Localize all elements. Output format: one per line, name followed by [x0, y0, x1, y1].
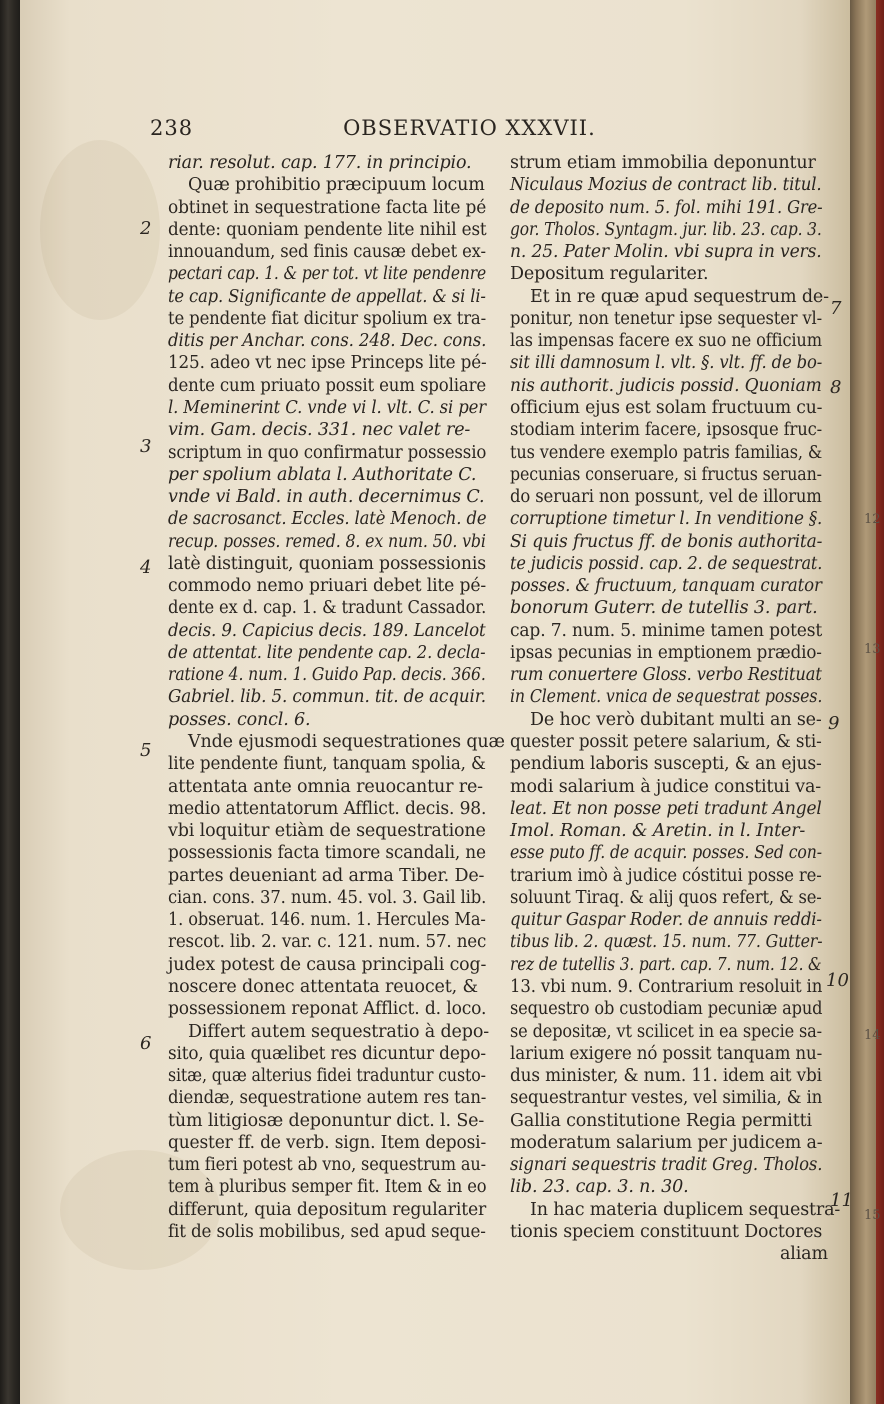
margin-number-next-page: 15: [864, 1208, 881, 1223]
right-text-line: officium ejus est solam fructuum cu-: [510, 397, 823, 418]
margin-number: 11: [830, 1190, 853, 1211]
left-text-line: tùm litigiosæ deponuntur dict. l. Se-: [168, 1110, 485, 1131]
margin-number: 10: [826, 970, 849, 991]
margin-number: 2: [140, 218, 152, 239]
left-text-line: posses. concl. 6.: [168, 709, 311, 730]
right-text-line: gor. Tholos. Syntagm. jur. lib. 23. cap. 3.: [510, 219, 822, 240]
left-text-line: Vnde ejusmodi sequestrationes quæ: [188, 732, 505, 753]
right-text-line: Gallia constitutione Regia permitti: [510, 1110, 812, 1131]
left-text-line: partes deueniant ad arma Tiber. De-: [168, 865, 485, 886]
running-title: OBSERVATIO XXXVII.: [343, 116, 596, 140]
left-text-line: judex potest de causa principali cog-: [168, 954, 487, 975]
left-text-line: decis. 9. Capicius decis. 189. Lancelot: [168, 620, 486, 641]
left-text-line: 1. obseruat. 146. num. 1. Hercules Ma-: [168, 910, 486, 931]
left-text-line: 125. adeo vt nec ipse Princeps lite pé-: [168, 353, 487, 374]
right-text-line: bonorum Guterr. de tutellis 3. part.: [510, 598, 818, 619]
right-text-line: Et in re quæ apud sequestrum de-: [530, 286, 829, 307]
left-text-line: dente ex d. cap. 1. & tradunt Cassador.: [168, 598, 487, 619]
left-text-line: ditis per Anchar. cons. 248. Dec. cons.: [168, 331, 487, 352]
right-text-line: se depositæ, vt scilicet in ea specie sa-: [510, 1021, 822, 1042]
left-text-line: innouandum, sed finis causæ debet ex-: [168, 242, 486, 263]
left-text-line: l. Meminerint C. vnde vi l. vlt. C. si per: [168, 397, 486, 418]
right-text-line: aliam: [780, 1244, 828, 1265]
right-text-line: Niculaus Mozius de contract lib. titul.: [510, 175, 822, 196]
right-text-line: leat. Et non posse peti tradunt Angel: [510, 798, 822, 819]
right-text-line: De hoc verò dubitant multi an se-: [530, 709, 822, 730]
left-text-line: cian. cons. 37. num. 45. vol. 3. Gail lib.: [168, 887, 487, 908]
left-text-line: te pendente fiat dicitur spolium ex tra-: [168, 308, 487, 329]
right-text-line: esse puto ff. de acquir. posses. Sed con-: [510, 843, 822, 864]
right-text-line: pecunias conseruare, si fructus seruan-: [510, 464, 822, 485]
left-text-line: lite pendente fiunt, tanquam spolia, &: [168, 754, 486, 775]
right-text-line: lib. 23. cap. 3. n. 30.: [510, 1177, 689, 1198]
right-text-line: las impensas facere ex suo ne officium: [510, 331, 822, 352]
running-head: [150, 116, 670, 140]
right-text-line: dus minister, & num. 11. idem ait vbi: [510, 1066, 822, 1087]
left-text-line: dente cum priuato possit eum spoliare: [168, 375, 487, 396]
left-text-line: recup. posses. remed. 8. ex num. 50. vbi: [168, 531, 486, 552]
right-text-line: rez de tutellis 3. part. cap. 7. num. 12. &: [510, 954, 822, 975]
margin-number-next-page: 14: [864, 1028, 881, 1043]
left-text-line: fit de solis mobilibus, sed apud seque-: [168, 1221, 486, 1242]
right-text-line: signari sequestris tradit Greg. Tholos.: [510, 1155, 823, 1176]
left-text-line: Differt autem sequestratio à depo-: [188, 1021, 489, 1042]
right-text-line: corruptione timetur l. In venditione §.: [510, 509, 823, 530]
left-text-line: attentata ante omnia reuocantur re-: [168, 776, 483, 797]
left-text-line: riar. resolut. cap. 177. in principio.: [168, 153, 472, 173]
right-text-line: rum conuertere Gloss. verbo Restituat: [510, 665, 822, 686]
left-text-line: scriptum in quo confirmatur possessio: [168, 442, 487, 463]
left-text-line: de attentat. lite pendente cap. 2. decla-: [168, 642, 486, 663]
left-text-line: te cap. Significante de appellat. & si li-: [168, 286, 486, 307]
right-text-line: sit illi damnosum l. vlt. §. vlt. ff. de bo-: [510, 353, 823, 374]
right-text-line: Depositum regulariter.: [510, 264, 709, 285]
left-text-line: obtinet in sequestratione facta lite pé: [168, 197, 487, 218]
right-text-line: tibus lib. 2. quæst. 15. num. 77. Gutter-: [510, 932, 823, 953]
right-text-line: soluunt Tiraq. & alij quos refert, & se-: [510, 887, 822, 908]
left-text-line: rescot. lib. 2. var. c. 121. num. 57. nec: [168, 932, 487, 953]
right-text-line: tus vendere exemplo patris familias, &: [510, 442, 823, 463]
margin-number: 6: [140, 1033, 152, 1054]
right-text-line: cap. 7. num. 5. minime tamen potest: [510, 620, 823, 641]
left-text-line: sitæ, quæ alterius fidei traduntur custo-: [168, 1066, 486, 1087]
left-text-line: possessionis facta timore scandali, ne: [168, 843, 486, 864]
left-text-line: per spolium ablata l. Authoritate C.: [168, 464, 477, 485]
right-text-line: larium exigere nó possit tanquam nu-: [510, 1043, 823, 1064]
left-text-line: vnde vi Bald. in auth. decernimus C.: [168, 487, 485, 508]
right-text-line: modi salarium à judice constitui va-: [510, 776, 822, 797]
left-text-line: ratione 4. num. 1. Guido Pap. decis. 366.: [168, 665, 486, 686]
left-text-line: quester ff. de verb. sign. Item deposi-: [168, 1132, 487, 1153]
left-text-line: noscere donec attentata reuocet, &: [168, 976, 478, 997]
right-text-line: ipsas pecunias in emptionem prædio-: [510, 642, 822, 663]
left-text-line: diendæ, sequestratione autem res tan-: [168, 1088, 487, 1109]
left-text-line: vbi loquitur etiàm de sequestratione: [168, 821, 486, 842]
margin-number: 7: [830, 298, 842, 319]
page-number: 238: [150, 116, 194, 140]
margin-number: 3: [140, 436, 152, 457]
right-text-line: sequestrantur vestes, vel similia, & in: [510, 1088, 823, 1109]
left-text-line: commodo nemo priuari debet lite pé-: [168, 576, 487, 597]
right-text-line: te judicis possid. cap. 2. de sequestrat.: [510, 553, 823, 574]
left-text-line: differunt, quia depositum regulariter: [168, 1199, 487, 1220]
right-text-line: Imol. Roman. & Aretin. in l. Inter-: [510, 821, 806, 842]
right-text-line: n. 25. Pater Molin. vbi supra in vers.: [510, 242, 822, 263]
left-text-line: tum fieri potest ab vno, sequestrum au-: [168, 1155, 486, 1176]
right-text-line: ponitur, non tenetur ipse sequester vl-: [510, 308, 823, 329]
right-text-line: nis authorit. judicis possid. Quoniam: [510, 375, 822, 396]
left-text-line: medio attentatorum Afflict. decis. 98.: [168, 798, 487, 819]
right-text-line: trarium imò à judice cóstitui posse re-: [510, 865, 822, 886]
right-text-line: de deposito num. 5. fol. mihi 191. Gre-: [510, 197, 823, 218]
margin-number: 5: [140, 740, 152, 761]
left-text-line: possessionem reponat Afflict. d. loco.: [168, 999, 487, 1020]
red-page-edge: [876, 0, 884, 1404]
right-text-line: quester possit petere salarium, & sti-: [510, 732, 822, 753]
right-text-line: quitur Gaspar Roder. de annuis reddi-: [510, 910, 822, 931]
margin-number: 9: [828, 713, 840, 734]
right-text-line: posses. & fructuum, tanquam curator: [510, 576, 822, 597]
right-text-line: do seruari non possunt, vel de illorum: [510, 487, 822, 508]
left-text-line: latè distinguit, quoniam possessionis: [168, 553, 486, 574]
right-text-line: Si quis fructus ff. de bonis authorita-: [510, 531, 823, 552]
left-text-line: Gabriel. lib. 5. commun. tit. de acquir.: [168, 687, 486, 708]
right-text-line: in Clement. vnica de sequestrat posses.: [510, 687, 823, 708]
left-text-line: de sacrosanct. Eccles. latè Menoch. de: [168, 509, 487, 530]
right-text-line: 13. vbi num. 9. Contrarium resoluit in: [510, 976, 823, 997]
right-text-line: In hac materia duplicem sequestra-: [530, 1199, 841, 1220]
margin-number: 4: [140, 557, 152, 578]
left-text-line: sito, quia quælibet res dicuntur depo-: [168, 1043, 486, 1064]
right-text-line: tionis speciem constituunt Doctores: [510, 1221, 823, 1242]
left-text-line: dente: quoniam pendente lite nihil est: [168, 219, 487, 240]
left-text-line: pectari cap. 1. & per tot. vt lite pendenre: [168, 264, 486, 285]
margin-number-next-page: 12: [864, 512, 881, 527]
left-text-line: tem à pluribus semper fit. Item & in eo: [168, 1177, 487, 1198]
left-text-line: vim. Gam. decis. 331. nec valet re-: [168, 420, 471, 441]
right-text-line: moderatum salarium per judicem a-: [510, 1132, 823, 1153]
right-text-line: stodiam interim facere, ipsosque fruc-: [510, 420, 823, 441]
right-text-line: sequestro ob custodiam pecuniæ apud: [510, 999, 823, 1020]
margin-number-next-page: 13: [864, 642, 881, 657]
margin-number: 8: [830, 377, 842, 398]
right-text-line: pendium laboris suscepti, & an ejus-: [510, 754, 822, 775]
left-text-line: Quæ prohibitio præcipuum locum: [188, 175, 485, 196]
right-text-line: strum etiam immobilia deponuntur: [510, 153, 816, 173]
